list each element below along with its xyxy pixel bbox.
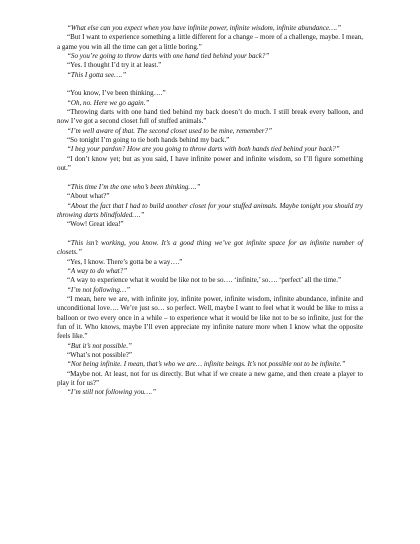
dialogue-paragraph: “I don’t know yet; but as you said, I have infinite power and infinite wisdom, so I’ll figure something out.” bbox=[57, 154, 363, 173]
dialogue-paragraph: “A way to experience what it would be like not to be so…. ‘infinite,’ so…. ‘perfect’ all the time.” bbox=[67, 276, 342, 285]
dialogue-paragraph: “Yes, I know. There’s gotta be a way….” bbox=[67, 257, 183, 266]
dialogue-paragraph: “I’m still not following you….” bbox=[67, 388, 157, 397]
dialogue-paragraph: “I’m well aware of that. The second closet used to be mine, remember?” bbox=[67, 126, 272, 135]
paragraph-gap bbox=[57, 174, 363, 183]
dialogue-paragraph: “I beg your pardon? How are you going to throw darts with both hands tied behind your back?” bbox=[67, 145, 340, 154]
paragraph-gap bbox=[57, 80, 363, 89]
dialogue-paragraph: “Throwing darts with one hand tied behind my back doesn’t do much. I still break every balloon, and now I’ve got a second closet full of stuffed animals.” bbox=[57, 108, 363, 126]
dialogue-paragraph: “About what?” bbox=[67, 192, 110, 201]
dialogue-paragraph: “I’m not following…” bbox=[67, 285, 131, 294]
dialogue-paragraph: “About the fact that I had to build another closet for your stuffed animals. Maybe tonight you should try throwing darts blindfolded….” bbox=[57, 201, 363, 219]
dialogue-paragraph: “This I gotta see….” bbox=[67, 70, 127, 79]
dialogue-paragraph: “What’s not possible?” bbox=[67, 351, 132, 360]
dialogue-paragraph: “So tonight I’m going to tie both hands behind my back.” bbox=[67, 136, 230, 145]
dialogue-paragraph: “Not being infinite. I mean, that’s who we are… infinite beings. It’s not possible not to be infinite.” bbox=[67, 360, 346, 369]
dialogue-paragraph: “Yes. I thought I’d try it at least.” bbox=[67, 61, 162, 70]
dialogue-paragraph: “A way to do what?” bbox=[67, 266, 128, 275]
dialogue-paragraph: “What else can you expect when you have infinite power, infinite wisdom, infinite abundance….” bbox=[67, 24, 341, 32]
paragraph-gap bbox=[57, 230, 363, 239]
dialogue-paragraph: “This isn’t working, you know. It’s a good thing we’ve got infinite space for an infinite number of closets.” bbox=[57, 238, 363, 257]
dialogue-paragraph: “But it’s not possible.” bbox=[67, 341, 132, 350]
dialogue-paragraph: “Oh, no. Here we go again.” bbox=[67, 98, 150, 107]
dialogue-paragraph: “Wow! Great idea!” bbox=[67, 220, 124, 229]
dialogue-paragraph: “This time I’m the one who’s been thinking….” bbox=[67, 182, 201, 191]
dialogue-paragraph: “You know, I’ve been thinking….” bbox=[67, 89, 166, 98]
dialogue-paragraph: “But I want to experience something a little different for a change – more of a challenge, maybe. I mean, a game you win all the time can get a little boring.” bbox=[57, 33, 363, 51]
dialogue-paragraph: “I mean, here we are, with infinite joy, infinite power, infinite wisdom, infinite abundance, infinite and unconditional love…. We’re just so… so perfect. Well, maybe I want to feel what it would be like to miss a balloon or two every once in a while – to experience what it would be like not to be so infinite, just for the fun of it. Who knows, maybe I’ll even appreciate my infinite nature more when I know what the opposite feels like.” bbox=[57, 294, 363, 341]
dialogue-paragraph: “Maybe not. At least, not for us directly. But what if we create a new game, and then create a player to play it for us?” bbox=[57, 369, 363, 388]
dialogue-paragraph: “So you’re going to throw darts with one hand tied behind your back?” bbox=[67, 52, 270, 61]
